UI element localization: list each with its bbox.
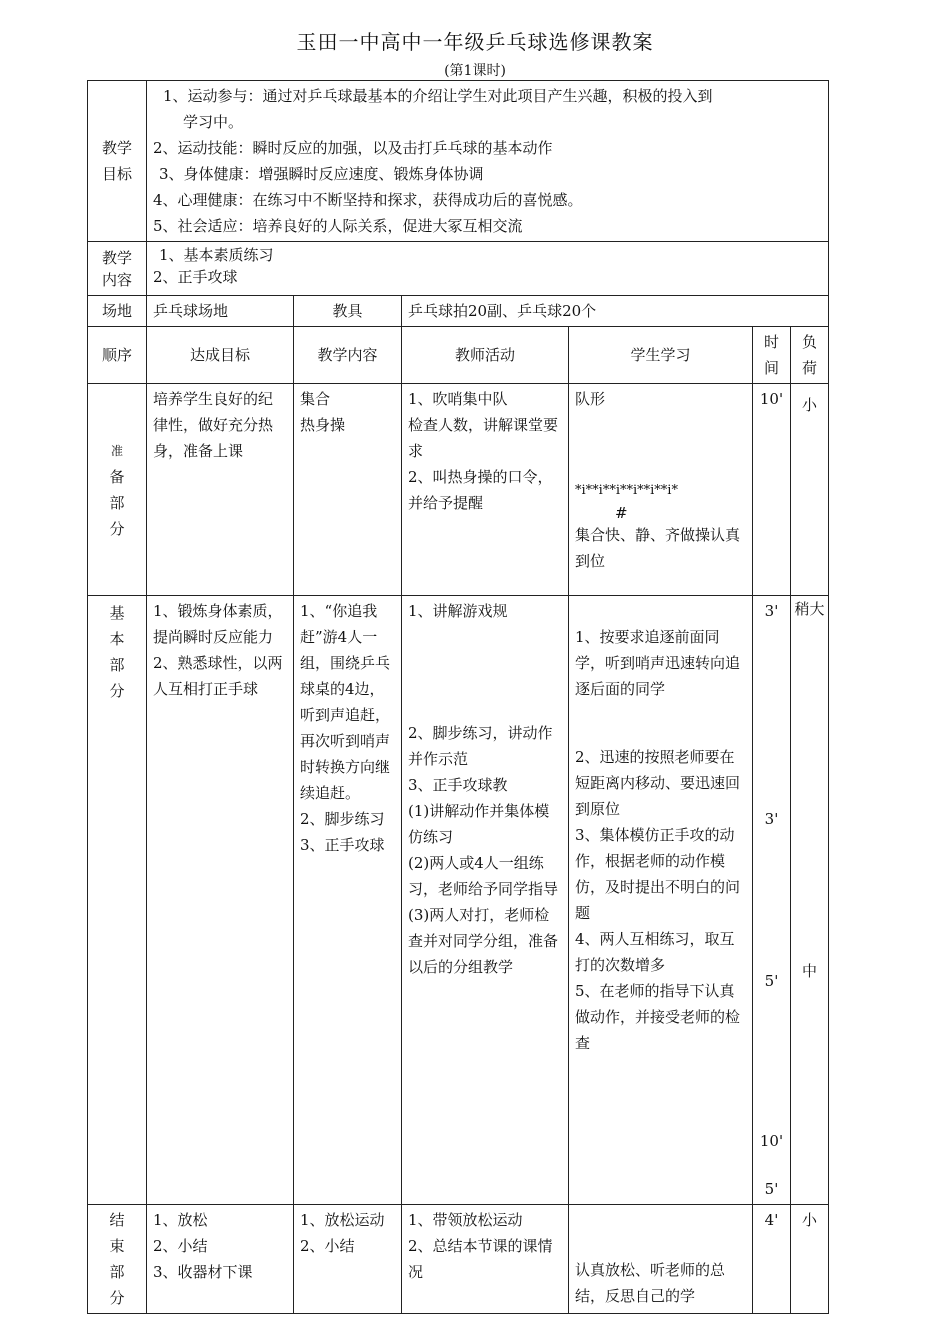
basic-goal: 1、锻炼身体素质，提尚瞬时反应能力 2、熟悉球性，以两人互相打正手球	[147, 596, 294, 1205]
basic-label: 基 本 部 分	[88, 596, 147, 1205]
content-label: 教学 内容	[88, 242, 147, 296]
lesson-number: (第1课时)	[444, 63, 506, 79]
end-row	[88, 1205, 829, 1314]
header-row	[88, 327, 829, 384]
header-order: 顺序	[88, 327, 147, 384]
prep-row	[88, 384, 829, 596]
objectives-content	[147, 81, 829, 242]
equipment-label: 教具	[294, 296, 402, 327]
header-load: 负 荷	[791, 327, 829, 384]
content-item-2: 2、正手攻球	[153, 268, 238, 286]
end-time: 4'	[753, 1205, 791, 1314]
header-teach-content: 教学内容	[294, 327, 402, 384]
basic-teacher: 1、讲解游戏规 2、脚步练习，讲动作并作示范 3、正手攻球教 (1)讲解动作并集体模仿练习 (2)两人或4人一组练习，老师给予同学指导 (3)两人对打，老师检查并对同学分组，准备以后的分组教学	[402, 596, 569, 1205]
end-label: 结 束 部 分	[88, 1205, 147, 1314]
lesson-plan-table	[87, 80, 829, 1314]
objective-5: 5、社会适应：培养良好的人际关系，促进大冢互相交流	[153, 217, 523, 235]
venue-value: 乒乓球场地	[147, 296, 294, 327]
prep-load: 小	[791, 384, 829, 596]
venue-label: 场地	[88, 296, 147, 327]
end-teacher: 1、带领放松运动 2、总结本节课的课情况	[402, 1205, 569, 1314]
content-items	[147, 242, 829, 296]
basic-teach: 1、“你追我赶”游4人一组，围绕乒乓球桌的4边，听到声追赶，再次听到哨声时转换方向继续追赶。 2、脚步练习 3、正手攻球	[294, 596, 402, 1205]
prep-teacher: 1、吹哨集中队 检查人数，讲解课堂要求 2、叫热身操的口令，并给予提醒	[402, 384, 569, 596]
basic-loads: 稍大 中	[791, 596, 829, 1205]
header-teacher-activity: 教师活动	[402, 327, 569, 384]
header-time: 时 间	[753, 327, 791, 384]
content-item-1: 1、基本素质练习	[159, 246, 274, 264]
header-student-learning: 学生学习	[569, 327, 753, 384]
equipment-value: 乒乓球拍20副、乒乓球20个	[402, 296, 829, 327]
prep-student: 队形 *i**i**i**i**i**i* # 集合快、静、齐做操认真到位	[569, 384, 753, 596]
objectives-row	[88, 81, 829, 242]
formation-diagram: *i**i**i**i**i**i*	[575, 483, 678, 498]
page-title: 玉田一中高中一年级乒乓球选修课教案	[296, 30, 654, 54]
prep-time: 10'	[753, 384, 791, 596]
objectives-label: 教学 目标	[88, 81, 147, 242]
objective-1: 1、运动参与：通过对乒乓球最基本的介绍让学生对此项目产生兴趣，积极的投入到	[163, 87, 713, 105]
header-goal: 达成目标	[147, 327, 294, 384]
end-teach: 1、放松运动 2、小结	[294, 1205, 402, 1314]
objective-1-cont: 学习中。	[183, 113, 244, 131]
prep-teach: 集合 热身操	[294, 384, 402, 596]
basic-student: 1、按要求追逐前面同学，听到哨声迅速转向追逐后面的同学 2、迅速的按照老师要在短距离内移动、要迅速回到原位 3、集体模仿正手攻的动作，根据老师的动作模仿，及时提出不明白的问题 4、两人互相练习，取互打的次数增多 5、在老师的指导下认真做动作，并接受老师的检查	[569, 596, 753, 1205]
end-load: 小	[791, 1205, 829, 1314]
prep-label: 准 备 部 分	[88, 384, 147, 596]
basic-row	[88, 596, 829, 1205]
objective-3: 3、身体健康：增强瞬时反应速度、锻炼身体协调	[159, 165, 484, 183]
end-student: 认真放松、听老师的总结，反思自己的学	[569, 1205, 753, 1314]
basic-times: 3' 3' 5' 10' 5'	[753, 596, 791, 1205]
venue-row	[88, 296, 829, 327]
end-goal: 1、放松 2、小结 3、收器材下课	[147, 1205, 294, 1314]
objective-4: 4、心理健康：在练习中不断坚持和探求，获得成功后的喜悦感。	[153, 191, 583, 209]
prep-goal: 培养学生良好的纪律性，做好充分热身，准备上课	[147, 384, 294, 596]
objective-2: 2、运动技能：瞬时反应的加强，以及击打乒乓球的基本动作	[153, 139, 553, 157]
content-row	[88, 242, 829, 296]
